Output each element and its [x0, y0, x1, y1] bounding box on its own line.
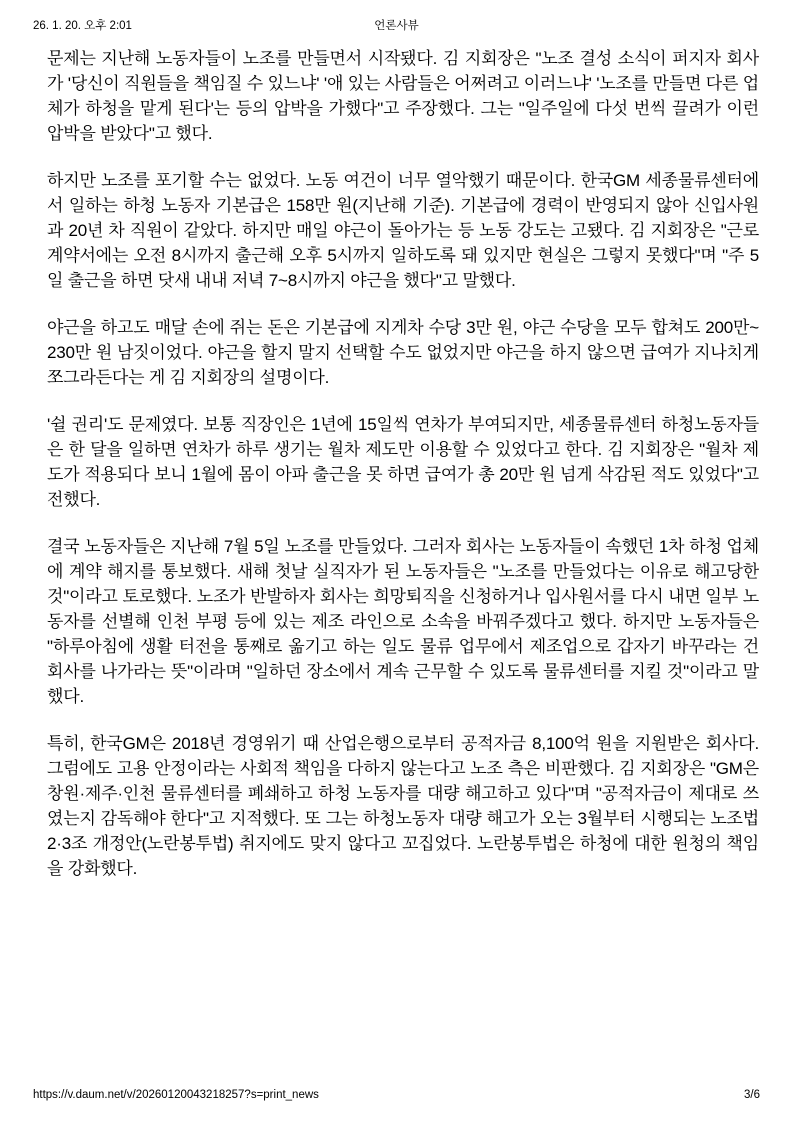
- article-paragraph: 결국 노동자들은 지난해 7월 5일 노조를 만들었다. 그러자 회사는 노동자들이 속했던 1차 하청 업체에 계약 해지를 통보했다. 새해 첫날 실직자가 된 노동자들은 "노조를 만들었다는 이유로 해고당한 것"이라고 토로했다. 노조가 반발하자 회사는 희망퇴직을 신청하거나 입사원서를 다시 내면 일부 노동자를 선별해 인천 부평 등에 있는 제조 라인으로 소속을 바꿔주겠다고 했다. 하지만 노동자들은 "하루아침에 생활 터전을 통째로 옮기고 하는 일도 물류 업무에서 제조업으로 갑자기 바꾸라는 건 회사를 나가라는 뜻"이라며 "일하던 장소에서 계속 근무할 수 있도록 물류센터를 지킬 것"이라고 말했다.: [47, 537, 759, 706]
- article-paragraph: 문제는 지난해 노동자들이 노조를 만들면서 시작됐다. 김 지회장은 "노조 결성 소식이 퍼지자 회사가 '당신이 직원들을 책임질 수 있느냐' '애 있는 사람들은 어쩌려고 이러느냐' '노조를 만들면 다른 업체가 하청을 맡게 된다'는 등의 압박을 가했다"고 주장했다. 그는 "일주일에 다섯 번씩 끌려가 이런 압박을 받았다"고 했다.: [47, 49, 759, 143]
- article-paragraph: 특히, 한국GM은 2018년 경영위기 때 산업은행으로부터 공적자금 8,100억 원을 지원받은 회사다. 그럼에도 고용 안정이라는 사회적 책임을 다하지 않는다고 노조 측은 비판했다. 김 지회장은 "GM은 창원·제주·인천 물류센터를 폐쇄하고 하청 노동자를 대량 해고하고 있다"며 "공적자금이 제대로 쓰였는지 감독해야 한다"고 지적했다. 또 그는 하청노동자 대량 해고가 오는 3월부터 시행되는 노조법2·3조 개정안(노란봉투법) 취지에도 맞지 않다고 꼬집었다. 노란봉투법은 하청에 대한 원청의 책임을 강화했다.: [47, 734, 759, 878]
- document-title: 언론사뷰: [374, 20, 419, 32]
- article-paragraph: 하지만 노조를 포기할 수는 없었다. 노동 여건이 너무 열악했기 때문이다. 한국GM 세종물류센터에서 일하는 하청 노동자 기본급은 158만 원(지난해 기준). 기본급에 경력이 반영되지 않아 신입사원과 20년 차 직원이 같았다. 하지만 매일 야근이 돌아가는 등 노동 강도는 고됐다. 김 지회장은 "근로계약서에는 오전 8시까지 출근해 오후 5시까지 일하도록 돼 있지만 현실은 그렇지 못했다"며 "주 5일 출근을 하면 닷새 내내 저녁 7~8시까지 야근을 했다"고 말했다.: [47, 171, 759, 290]
- article-body: [0, 34, 793, 881]
- print-header: [0, 0, 793, 34]
- print-footer: [33, 1089, 760, 1102]
- article-paragraph: '쉴 권리'도 문제였다. 보통 직장인은 1년에 15일씩 연차가 부여되지만, 세종물류센터 하청노동자들은 한 달을 일하면 연차가 하루 생기는 월차 제도만 이용할 수 있었다고 한다. 김 지회장은 "월차 제도가 적용되다 보니 1월에 몸이 아파 출근을 못 하면 급여가 총 20만 원 넘게 삭감된 적도 있었다"고 전했다.: [47, 415, 759, 509]
- source-url: https://v.daum.net/v/20260120043218257?s=print_news: [33, 1089, 319, 1101]
- print-datetime: 26. 1. 20. 오후 2:01: [33, 20, 132, 32]
- article-paragraph: 야근을 하고도 매달 손에 쥐는 돈은 기본급에 지게차 수당 3만 원, 야근 수당을 모두 합쳐도 200만~230만 원 남짓이었다. 야근을 할지 말지 선택할 수도 없었지만 야근을 하지 않으면 급여가 지나치게 쪼그라든다는 게 김 지회장의 설명이다.: [47, 318, 759, 387]
- page-number: 3/6: [744, 1089, 760, 1101]
